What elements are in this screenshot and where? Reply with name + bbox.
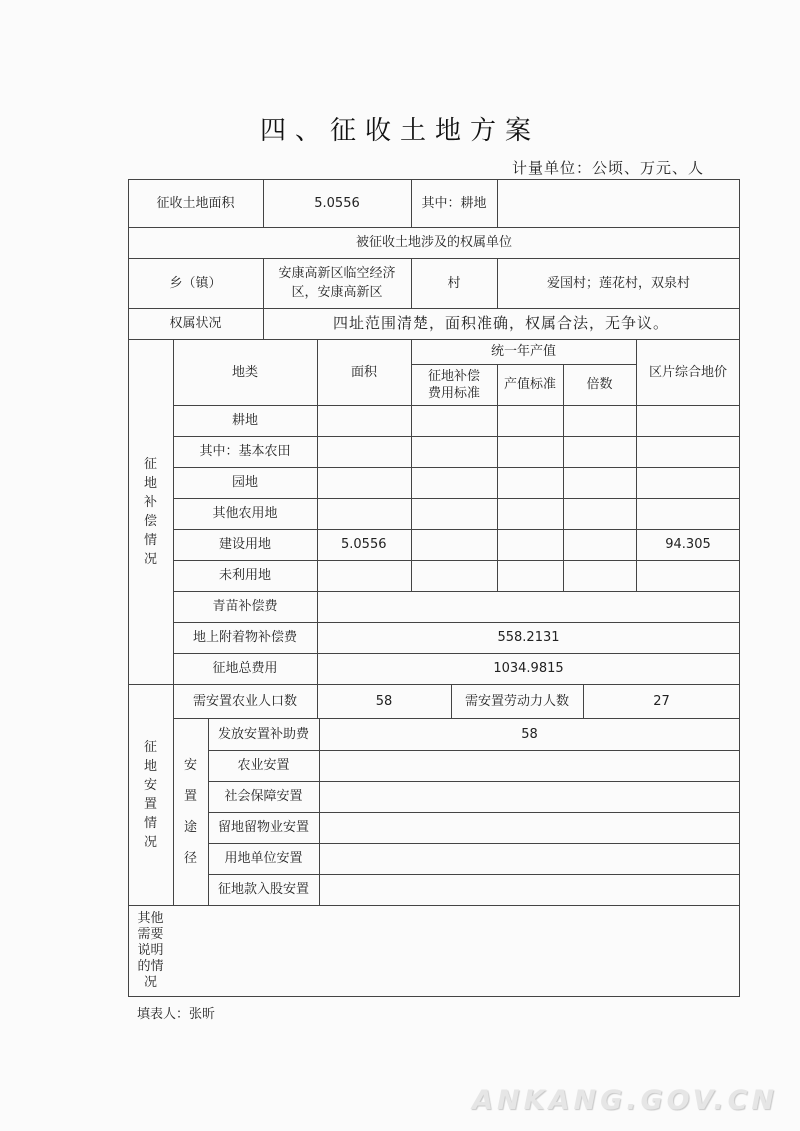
- route-subsidy-label: 发放安置补助费: [217, 726, 309, 742]
- route-social-security-label: 社会保障安置: [224, 789, 303, 804]
- route-agriculture-label: 农业安置: [237, 758, 290, 773]
- total-fee-label: 征地总费用: [212, 661, 278, 676]
- section-char: 情: [143, 532, 157, 548]
- attachment-fee-value: 558.2131: [497, 630, 560, 645]
- seedling-fee-label: 青苗补偿费: [212, 599, 278, 614]
- resettlement-route-label: [173, 718, 208, 905]
- unit-note: 计量单位：公顷、万元、人: [511, 159, 704, 177]
- town-value-line: 安康高新区临空经济: [278, 266, 396, 281]
- route-char: 途: [183, 819, 197, 835]
- route-subsidy-value: 58: [521, 726, 538, 742]
- farmland-value: [497, 179, 740, 227]
- section-char: 征: [143, 456, 157, 472]
- village-value: 爱国村；莲花村，双泉村: [546, 275, 690, 291]
- route-char: 安: [183, 757, 197, 773]
- section-char: 偿: [143, 513, 157, 529]
- land-type-farmland: 耕地: [231, 413, 258, 428]
- land-type-unused: 未利用地: [218, 568, 271, 583]
- compensation-section-label: [128, 339, 173, 684]
- section-char: 况: [143, 551, 157, 567]
- site-watermark: ANKANG.GOV.CN: [472, 1085, 778, 1116]
- seedling-fee-value: [317, 591, 740, 622]
- col-zone-price: 区片综合地价: [648, 364, 727, 380]
- farmland-label: 其中：耕地: [421, 195, 487, 211]
- route-char: 径: [183, 850, 197, 866]
- section-char: 补: [143, 494, 157, 510]
- area-value: 5.0556: [314, 195, 360, 211]
- section-char: 地: [143, 475, 157, 491]
- section-char: 情: [143, 815, 157, 831]
- section-char: 地: [143, 758, 157, 774]
- col-unified-output: 统一年产值: [490, 344, 556, 359]
- area-label: 征收土地面积: [156, 195, 235, 211]
- status-value: 四址范围清楚，面积准确，权属合法，无争议。: [333, 314, 670, 332]
- ownership-header: 被征收土地涉及的权属单位: [355, 235, 512, 250]
- town-value-line: 区，安康高新区: [291, 285, 383, 300]
- town-label: 乡（镇）: [169, 275, 222, 291]
- page-title: 四、征收土地方案: [259, 116, 540, 146]
- agri-population-value: 58: [375, 693, 393, 709]
- total-fee-value: 1034.9815: [493, 661, 564, 676]
- route-char: 置: [183, 788, 197, 804]
- town-value: [263, 258, 411, 308]
- attachment-fee-label: 地上附着物补偿费: [192, 630, 297, 645]
- labor-count-label: 需安置劳动力人数: [464, 693, 569, 709]
- section-char: 况: [143, 834, 157, 850]
- other-notes-line: 需要: [137, 927, 164, 942]
- resettlement-section-label: [128, 684, 173, 905]
- other-notes-line: 的情: [137, 959, 164, 974]
- header-line: 费用标准: [427, 385, 480, 401]
- agri-population-label: 需安置农业人口数: [192, 693, 297, 709]
- form-filler: 填表人：张昕: [137, 1007, 216, 1022]
- other-notes-value: [173, 905, 740, 997]
- other-notes-line: 其他: [137, 911, 164, 926]
- other-notes-line: 说明: [137, 943, 164, 958]
- section-char: 置: [143, 796, 157, 812]
- col-output-standard: 产值标准: [503, 377, 556, 392]
- land-type-other-agri: 其他农用地: [212, 506, 278, 521]
- village-label: 村: [447, 275, 461, 291]
- land-type-garden: 园地: [231, 475, 258, 490]
- col-land-type: 地类: [231, 364, 258, 380]
- status-label: 权属状况: [169, 316, 222, 331]
- other-notes-label: [128, 905, 173, 997]
- labor-count-value: 27: [653, 693, 670, 709]
- land-type-basic-farmland: 其中：基本农田: [199, 444, 291, 459]
- col-multiple: 倍数: [586, 377, 613, 392]
- section-char: 安: [143, 777, 157, 793]
- route-shares-label: 征地款入股安置: [217, 882, 309, 897]
- land-type-construction: 建设用地: [218, 537, 271, 552]
- col-compensation-standard: [411, 364, 497, 405]
- section-char: 征: [143, 739, 157, 755]
- construction-zone-price: 94.305: [665, 537, 711, 552]
- header-line: 征地补偿: [427, 368, 480, 384]
- other-notes-line: 况: [143, 975, 157, 990]
- route-reserved-land-label: 留地留物业安置: [217, 820, 309, 835]
- col-area: 面积: [350, 364, 377, 380]
- construction-area: 5.0556: [341, 537, 387, 552]
- route-land-user-label: 用地单位安置: [224, 851, 303, 866]
